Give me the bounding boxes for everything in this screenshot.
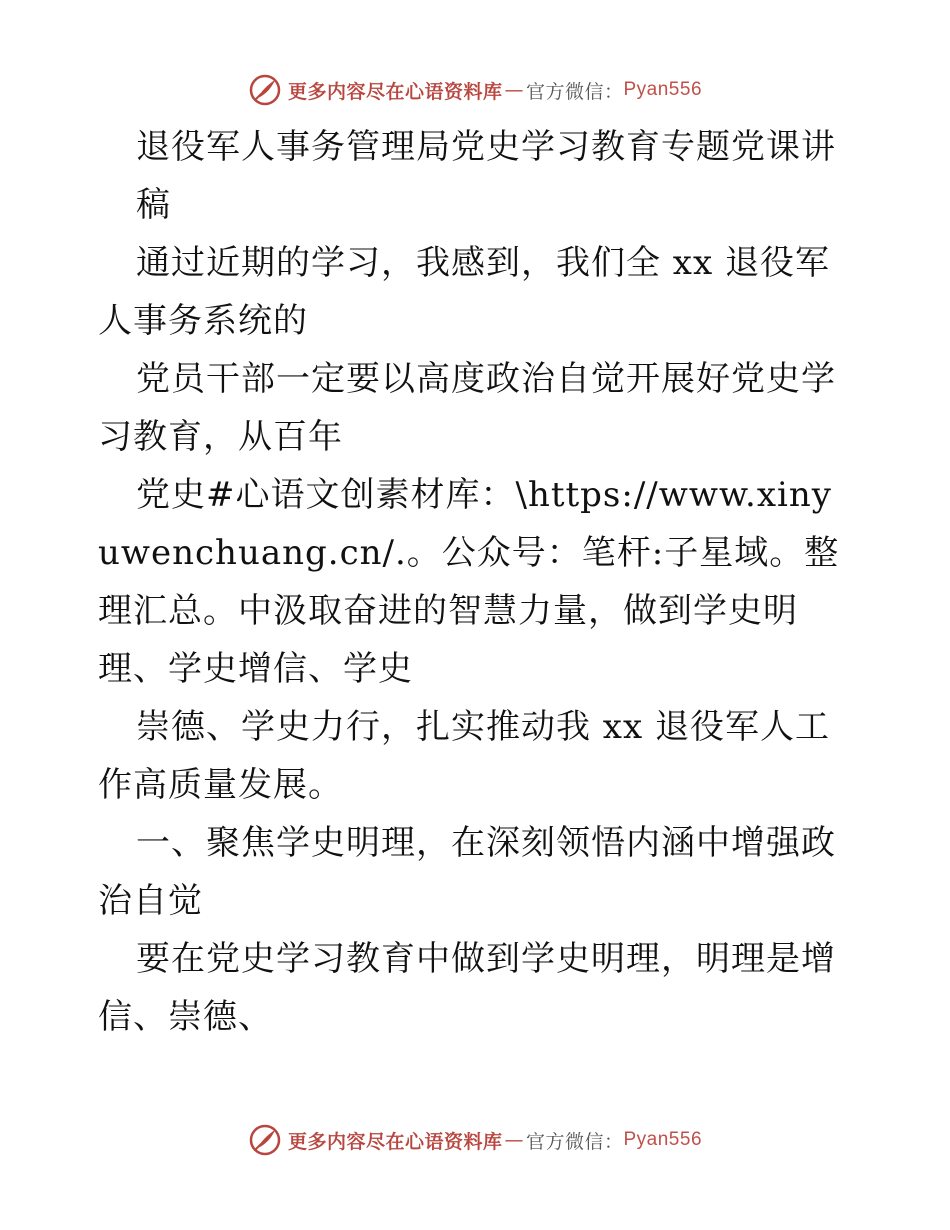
paragraph-3: 党史#心语文创素材库：\https://www.xinyuwenchuang.cn/.。公众号：笔杆:子星域。整理汇总。中汲取奋进的智慧力量，做到学史明理、学史增信、学史	[98, 475, 840, 689]
banner-dash: —	[504, 79, 524, 101]
header-banner	[0, 70, 950, 110]
document-title: 退役军人事务管理局党史学习教育专题党课讲稿	[136, 127, 836, 225]
paragraph-5: 要在党史学习教育中做到学史明理，明理是增信、崇德、	[98, 939, 836, 1037]
footer-banner	[0, 1120, 950, 1160]
feather-pen-logo-icon	[248, 1123, 282, 1157]
section-heading-1: 一、聚焦学史明理，在深刻领悟内涵中增强政治自觉	[98, 823, 836, 921]
footer-main-text: 更多内容尽在心语资料库	[287, 1130, 503, 1153]
banner-wechat-id: Pyan556	[623, 79, 703, 100]
footer-wechat-label: 官方微信：	[525, 1130, 624, 1153]
banner-wechat-label: 官方微信：	[525, 80, 624, 103]
feather-pen-logo-icon	[248, 73, 282, 107]
paragraph-4: 崇德、学史力行，扎实推动我 xx 退役军人工作高质量发展。	[98, 707, 830, 805]
footer-wechat-id: Pyan556	[623, 1129, 703, 1150]
footer-dash: —	[504, 1129, 524, 1151]
paragraph-1: 通过近期的学习，我感到，我们全 xx 退役军人事务系统的	[98, 243, 830, 341]
document-body	[98, 118, 854, 1046]
banner-main-text: 更多内容尽在心语资料库	[287, 80, 503, 103]
paragraph-2: 党员干部一定要以高度政治自觉开展好党史学习教育，从百年	[98, 359, 836, 457]
